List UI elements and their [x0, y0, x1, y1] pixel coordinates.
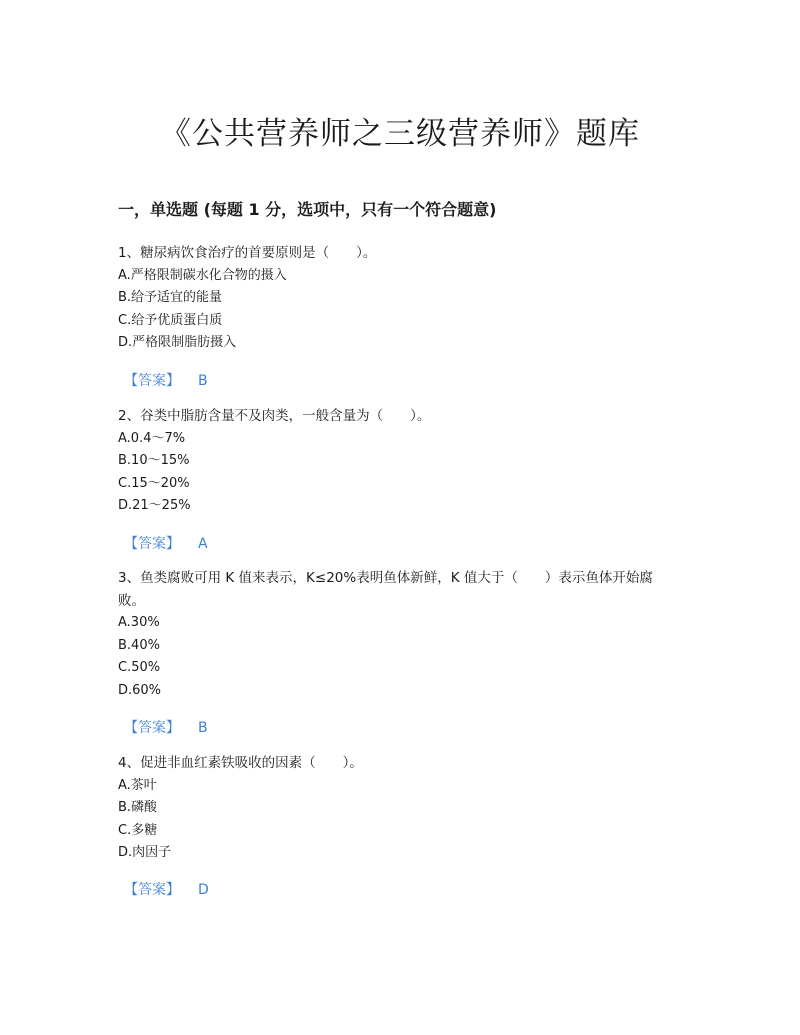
- answer-line-1: [118, 370, 208, 390]
- option-a: A.0.4～7%: [118, 430, 186, 446]
- section-heading: 一，单选题 (每题 1 分，选项中，只有一个符合题意): [118, 200, 497, 219]
- answer-label: 【答案】: [124, 882, 180, 898]
- option-d: D.60%: [118, 682, 162, 698]
- option-c: C.给予优质蛋白质: [118, 312, 223, 328]
- option-b: B.给予适宜的能量: [118, 290, 223, 305]
- option-c: C.50%: [118, 660, 161, 675]
- option-b: B.磷酸: [118, 800, 158, 815]
- answer-value: A: [198, 536, 208, 552]
- option-b: B.40%: [118, 637, 160, 653]
- question-4: [118, 752, 678, 865]
- option-d: D.21～25%: [118, 498, 191, 513]
- answer-line-4: [118, 879, 209, 899]
- question-2: [118, 405, 678, 518]
- document-title: 《公共营养师之三级营养师》题库: [160, 116, 640, 152]
- answer-label: 【答案】: [124, 720, 180, 736]
- answer-value: B: [198, 373, 208, 389]
- option-d: D.严格限制脂肪摄入: [118, 335, 237, 350]
- answer-label: 【答案】: [124, 536, 180, 552]
- option-b: B.10～15%: [118, 453, 190, 468]
- option-a: A.严格限制碳水化合物的摄入: [118, 267, 287, 283]
- answer-value: D: [198, 882, 209, 898]
- option-a: A.茶叶: [118, 777, 157, 793]
- question-stem: 4、促进非血红素铁吸收的因素（ ）。: [118, 755, 363, 771]
- option-d: D.肉因子: [118, 845, 172, 860]
- answer-line-3: [118, 717, 208, 737]
- answer-label: 【答案】: [124, 373, 180, 389]
- answer-value: B: [198, 720, 208, 736]
- question-1: [118, 242, 678, 355]
- option-c: C.15～20%: [118, 475, 190, 491]
- option-a: A.30%: [118, 615, 160, 630]
- question-3: [118, 567, 678, 702]
- option-c: C.多糖: [118, 822, 158, 838]
- answer-line-2: [118, 533, 208, 553]
- question-stem: 2、谷类中脂肪含量不及肉类，一般含量为（ ）。: [118, 408, 431, 424]
- question-stem: 1、糖尿病饮食治疗的首要原则是（ ）。: [118, 245, 377, 261]
- question-stem: 3、鱼类腐败可用 K 值来表示，K≤20%表明鱼体新鲜，K 值大于（ ）表示鱼体开始腐败。: [118, 570, 653, 609]
